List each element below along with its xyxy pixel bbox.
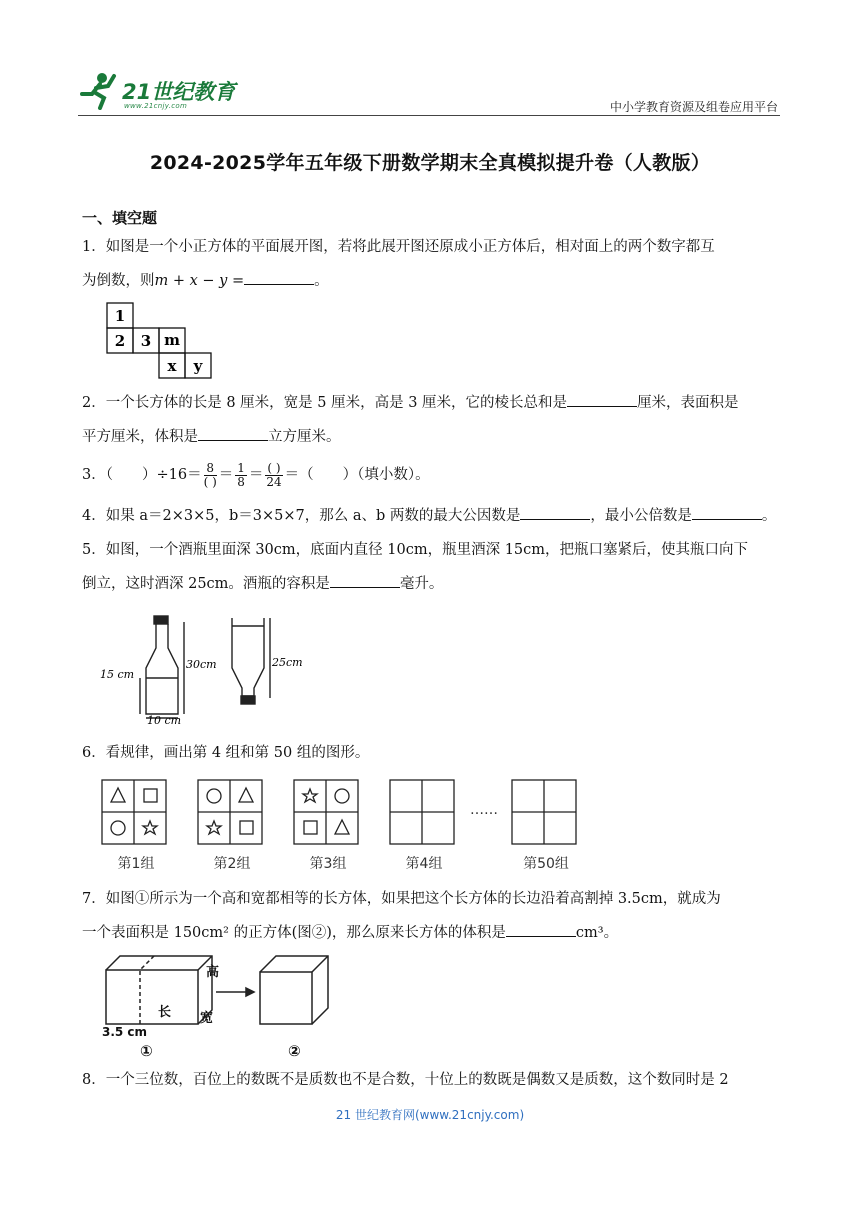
bottle-label-25cm: 25cm	[272, 656, 303, 669]
group-label-3: 第3组	[309, 856, 347, 872]
q3-f3-num: ( )	[267, 460, 281, 475]
q2-text-d: 立方厘米。	[268, 429, 341, 445]
logo	[78, 70, 248, 116]
q5-line2	[82, 567, 782, 601]
label-gao: 高	[206, 965, 220, 980]
q1-text: 为倒数，则	[82, 273, 155, 289]
footer-link[interactable]: 21 世纪教育网(www.21cnjy.com)	[335, 1108, 525, 1122]
q3-f1-den: ( )	[203, 474, 217, 489]
net-cell-x: x	[167, 357, 177, 375]
runner-logo-icon	[78, 70, 118, 110]
section-heading: 一、填空题	[82, 209, 158, 227]
q2-line2	[82, 420, 782, 454]
q7-blank[interactable]	[506, 922, 576, 937]
pattern-groups-figure	[100, 778, 580, 876]
q1-line1: 1．如图是一个小正方体的平面展开图，若将此展开图还原成小正方体后，相对面上的两个数字都互	[82, 239, 715, 255]
q3-eq-1: ＝	[218, 467, 234, 483]
q3-f2-den: 8	[237, 474, 245, 489]
label-fig1: ①	[140, 1042, 153, 1060]
net-cell-2: 2	[114, 332, 126, 350]
header-divider	[78, 115, 780, 116]
cuboid-figure	[100, 950, 340, 1060]
q2-text-a: 2．一个长方体的长是 8 厘米，宽是 5 厘米，高是 3 厘米，它的棱长总和是	[82, 395, 568, 411]
q2-line1	[82, 386, 782, 420]
label-cut: 3.5 cm	[102, 1025, 148, 1039]
q2-blank-edges[interactable]	[567, 392, 637, 407]
q3-fraction-1	[204, 462, 217, 489]
question-3	[82, 458, 782, 492]
net-cell-m: m	[164, 331, 180, 349]
logo-text: 21世纪教育	[122, 80, 236, 104]
question-4	[82, 499, 782, 533]
q1-line2	[82, 264, 782, 298]
q1-end: 。	[314, 273, 329, 289]
q7-text-b: cm³。	[575, 925, 619, 941]
ellipsis: ……	[470, 802, 498, 818]
q2-blank-volume[interactable]	[198, 426, 268, 441]
cube-net-figure	[106, 302, 216, 380]
net-cell-3: 3	[140, 332, 152, 350]
net-cell-1: 1	[114, 307, 126, 325]
q3-fraction-3	[265, 462, 282, 489]
q7-text-a: 一个表面积是 150cm² 的正方体(图②)，那么原来长方体的体积是	[82, 925, 506, 941]
q5-blank[interactable]	[330, 573, 400, 588]
q4-blank-gcd[interactable]	[520, 505, 590, 520]
question-8: 8．一个三位数，百位上的数既不是质数也不是合数，十位上的数既是偶数又是质数，这个数同时是 2	[82, 1072, 729, 1088]
q5-text-b: 毫升。	[399, 576, 444, 592]
logo-url: www.21cnjy.com	[124, 102, 188, 110]
bottle-figure	[100, 612, 310, 727]
group-label-50: 第50组	[523, 856, 569, 872]
q3-f1-num: 8	[204, 462, 217, 476]
q3-text-a: 3．（ ）÷16＝	[82, 467, 202, 483]
label-kuan: 宽	[200, 1011, 214, 1026]
group-label-2: 第2组	[213, 856, 251, 872]
group-label-4: 第4组	[405, 856, 443, 872]
q3-f3-den: 24	[266, 474, 282, 489]
q2-text-b: 厘米，表面积是	[637, 395, 739, 411]
q1-answer-blank[interactable]	[244, 270, 314, 285]
platform-label: 中小学教育资源及组卷应用平台	[609, 100, 778, 114]
q1-expression: m + x − y =	[154, 273, 245, 289]
q5-line1: 5．如图，一个酒瓶里面深 30cm，底面内直径 10cm，瓶里酒深 15cm，把瓶口塞紧后，使其瓶口向下	[82, 542, 749, 558]
question-6: 6．看规律，画出第 4 组和第 50 组的图形。	[82, 745, 370, 761]
question-2	[82, 386, 782, 454]
bottle-label-30cm: 30cm	[186, 658, 217, 671]
label-chang: 长	[158, 1005, 172, 1020]
q2-text-c: 平方厘米，体积是	[82, 429, 198, 445]
q4-blank-lcm[interactable]	[692, 505, 762, 520]
label-fig2: ②	[288, 1042, 301, 1060]
page-title: 2024-2025学年五年级下册数学期末全真模拟提升卷（人教版）	[149, 152, 711, 174]
group-label-1: 第1组	[117, 856, 155, 872]
question-1	[82, 230, 782, 298]
q3-fraction-2	[235, 462, 247, 489]
bottle-label-15cm: 15 cm	[100, 668, 135, 681]
q3-f2-num: 1	[237, 460, 245, 475]
question-5	[82, 533, 782, 601]
q5-text-a: 倒立，这时酒深 25cm。酒瓶的容积是	[82, 576, 330, 592]
q4-text-a: 4．如果 a＝2×3×5，b＝3×5×7，那么 a、b 两数的最大公因数是	[82, 508, 521, 524]
net-cell-y: y	[193, 357, 203, 375]
q4-text-c: 。	[761, 508, 777, 524]
question-7	[82, 882, 782, 950]
q7-line1: 7．如图①所示为一个高和宽都相等的长方体，如果把这个长方体的长边沿着高割掉 3.5cm，就成为	[82, 891, 721, 907]
q3-eq-2: ＝	[248, 467, 264, 483]
q7-line2	[82, 916, 782, 950]
bottle-label-10cm: 10 cm	[147, 714, 182, 727]
q3-text-b: ＝（ ）（填小数）。	[284, 467, 430, 483]
q4-text-b: ，最小公倍数是	[590, 508, 692, 524]
